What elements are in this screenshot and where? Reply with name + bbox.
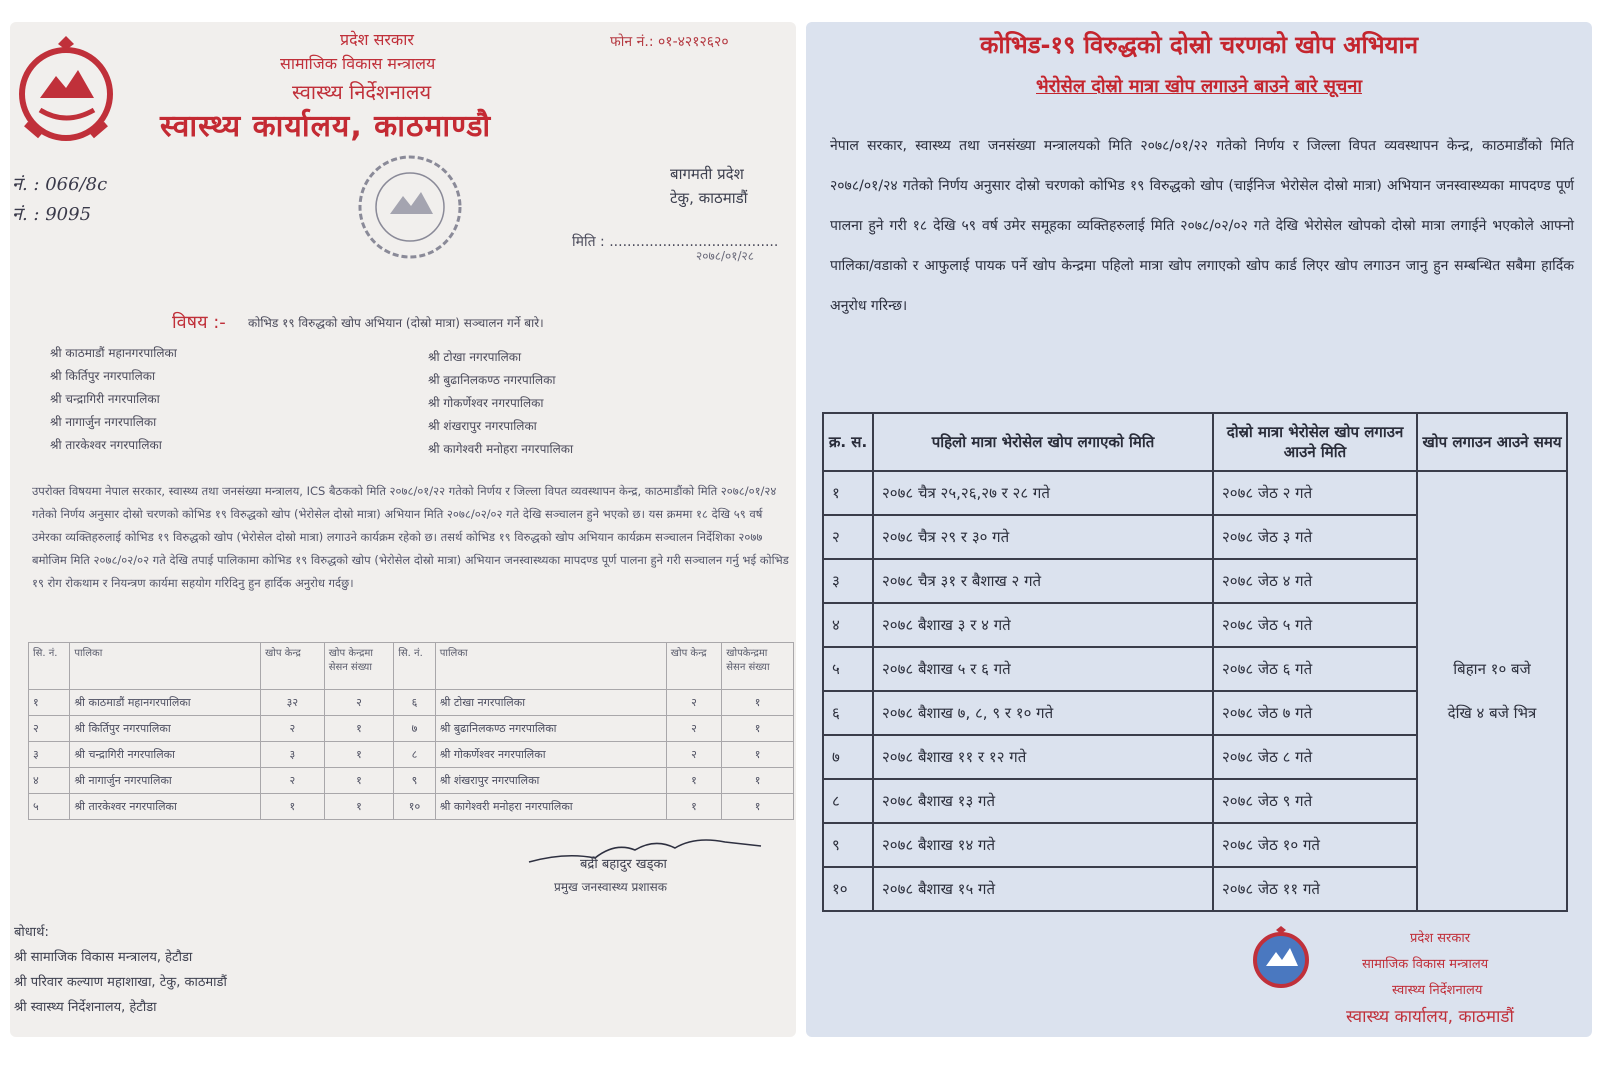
cc-line: बोधार्थ:	[14, 925, 49, 940]
cell: २०७८ जेठ १० गते	[1213, 823, 1417, 867]
notice-subtitle: भेरोसेल दोस्रो मात्रा खोप लगाउने बाउने बारे सूचना	[1036, 76, 1362, 97]
cell: ८	[823, 779, 873, 823]
letter-body: उपरोक्त विषयमा नेपाल सरकार, स्वास्थ्य तथा जनसंख्या मन्त्रालय, ICS बैठकको मिति २०७८/०१/२२ गतेको निर्णय र जिल्ला विपत व्यवस्थापन केन्द्र, काठमाडौंको मिति २०७८/०१/२४ गतेको निर्णय अनुसार दोस्रो चरणको कोभिड १९ विरुद्धको खोप (भेरोसेल दोस्रो मात्रा) अभियान मिति २०७८/०२/०२ गते देखि सञ्चालन हुने भएको छ। यस क्रममा १८ देखि ५९ वर्ष उमेरका व्यक्तिहरुलाई कोभिड १९ विरुद्धको खोप (भेरोसेल दोस्रो मात्रा) लगाउने कार्यक्रम रहेको छ। तसर्थ कोभिड १९ विरुद्धको खोप अभियान कार्यक्रम सञ्चालन निर्देशिका २०७७ बमोजिम मिति २०७८/०२/०२ गते देखि तपाई पालिकामा कोभिड १९ विरुद्धको खोप (भेरोसेल दोस्रो मात्रा) अभियान जनस्वास्थ्यका मापदण्ड पूर्ण पालना हुने गरी सञ्चालन गर्नु भई कोभिड १९ रोग रोकथाम र नियन्त्रण कार्यमा सहयोग गरिदिनु हुन हार्दिक अनुरोध गर्दछु।	[32, 484, 789, 590]
cell: २०७८ जेठ ५ गते	[1213, 603, 1417, 647]
column-header: सि. नं.	[29, 643, 70, 690]
cell: श्री बुढानिलकण्ठ नगरपालिका	[435, 716, 666, 742]
cell: ३	[823, 559, 873, 603]
cell: श्री तारकेश्वर नगरपालिका	[70, 794, 261, 820]
address-line-2: टेकु, काठमाडौं	[670, 189, 748, 207]
cell: ५	[823, 647, 873, 691]
cell: २०७८ बैशाख ११ र १२ गते	[873, 735, 1213, 779]
header-line-3: स्वास्थ्य निर्देशनालय	[292, 80, 432, 104]
office-name: स्वास्थ्य कार्यालय, काठमाण्डौ	[160, 109, 492, 144]
cell: १	[722, 690, 794, 716]
date-label: मिति : ......................................	[572, 234, 779, 250]
recipient: श्री बुढानिलकण्ठ नगरपालिका	[428, 373, 556, 387]
recipient: श्री नागार्जुन नगरपालिका	[50, 415, 157, 429]
cell: २	[666, 742, 722, 768]
cell: १	[722, 716, 794, 742]
footer-line-2: सामाजिक विकास मन्त्रालय	[1362, 957, 1489, 972]
footer-line-4: स्वास्थ्य कार्यालय, काठमाडौं	[1346, 1007, 1514, 1027]
table-header-row	[29, 643, 794, 690]
cell: ७	[394, 716, 435, 742]
recipient: श्री चन्द्रागिरी नगरपालिका	[50, 392, 160, 406]
recipients-right	[428, 348, 573, 463]
footer-line-3: स्वास्थ्य निर्देशनालय	[1392, 983, 1483, 998]
dispatch-number: नं. : 9095	[12, 204, 92, 225]
cell: २०७८ बैशाख ५ र ६ गते	[873, 647, 1213, 691]
cell: २०७८ बैशाख १४ गते	[873, 823, 1213, 867]
signer-title: प्रमुख जनस्वास्थ्य प्रशासक	[554, 880, 667, 894]
cell: २	[261, 716, 325, 742]
reference-number: नं. : 066/8c	[12, 174, 108, 195]
cell: २०७८ बैशाख १३ गते	[873, 779, 1213, 823]
subject-text: कोभिड १९ विरुद्धको खोप अभियान (दोस्रो मात्रा) सञ्चालन गर्ने बारे।	[248, 316, 544, 330]
cc-line: श्री परिवार कल्याण महाशाखा, टेकु, काठमाडौं	[14, 975, 227, 990]
cell: ३	[261, 742, 325, 768]
copy-to-list	[14, 920, 227, 1020]
cell: २	[666, 690, 722, 716]
cc-line: श्री सामाजिक विकास मन्त्रालय, हेटौडा	[14, 950, 193, 965]
table-header-row	[823, 413, 1567, 471]
cell: श्री नागार्जुन नगरपालिका	[70, 768, 261, 794]
cell: १	[722, 742, 794, 768]
cc-line: श्री स्वास्थ्य निर्देशनालय, हेटौडा	[14, 1000, 157, 1015]
cell: २०७८ बैशाख १५ गते	[873, 867, 1213, 911]
table-row	[29, 794, 794, 820]
column-header: पालिका	[70, 643, 261, 690]
cell: श्री गोकर्णेश्वर नगरपालिका	[435, 742, 666, 768]
recipient: श्री तारकेश्वर नगरपालिका	[50, 438, 162, 452]
cell: २	[666, 716, 722, 742]
recipient: श्री गोकर्णेश्वर नगरपालिका	[428, 396, 544, 410]
column-header: क्र. स.	[823, 413, 873, 471]
cell: २०७८ जेठ ११ गते	[1213, 867, 1417, 911]
cell: २	[29, 716, 70, 742]
signer-name: बद्री बहादुर खड्का	[580, 857, 667, 872]
time-line: बिहान १० बजे	[1453, 660, 1531, 678]
footer-line-1: प्रदेश सरकार	[1410, 931, 1471, 946]
cell: श्री टोखा नगरपालिका	[435, 690, 666, 716]
cell: २०७८ जेठ ९ गते	[1213, 779, 1417, 823]
column-header: पहिलो मात्रा भेरोसेल खोप लगाएको मिति	[873, 413, 1213, 471]
vaccination-schedule-table	[822, 412, 1568, 912]
cell: १	[324, 742, 394, 768]
cell: ४	[29, 768, 70, 794]
cell: १	[722, 768, 794, 794]
cell: १	[324, 768, 394, 794]
address-line-1: बागमती प्रदेश	[670, 165, 744, 183]
cell: २०७८ जेठ ६ गते	[1213, 647, 1417, 691]
table-row	[29, 716, 794, 742]
column-header: पालिका	[435, 643, 666, 690]
cell: श्री शंखरापुर नगरपालिका	[435, 768, 666, 794]
cell: २०७८ बैशाख ३ र ४ गते	[873, 603, 1213, 647]
notice-title: कोभिड-१९ विरुद्धको दोस्रो चरणको खोप अभियान	[979, 31, 1419, 59]
table-row	[29, 690, 794, 716]
recipient: श्री काठमाडौं महानगरपालिका	[50, 346, 177, 360]
cell: श्री कागेश्वरी मनोहरा नगरपालिका	[435, 794, 666, 820]
cell: १	[666, 768, 722, 794]
subject-label: विषय :-	[172, 312, 226, 333]
cell: २०७८ जेठ ४ गते	[1213, 559, 1417, 603]
cell: ७	[823, 735, 873, 779]
column-header: दोस्रो मात्रा भेरोसेल खोप लगाउन आउने मिति	[1213, 413, 1417, 471]
cell: श्री काठमाडौं महानगरपालिका	[70, 690, 261, 716]
table-row	[823, 471, 1567, 515]
cell: १	[324, 794, 394, 820]
column-header: खोपकेन्द्रमा सेसन संख्या	[722, 643, 794, 690]
cell: ६	[394, 690, 435, 716]
cell: १०	[394, 794, 435, 820]
cell: ६	[823, 691, 873, 735]
date-value: २०७८/०१/२८	[696, 249, 755, 263]
cell: २०७८ जेठ ३ गते	[1213, 515, 1417, 559]
time-line: देखि ४ बजे भित्र	[1447, 704, 1537, 722]
cell: १०	[823, 867, 873, 911]
cell: ४	[823, 603, 873, 647]
cell: २	[324, 690, 394, 716]
public-notice	[806, 22, 1592, 1037]
recipient: श्री टोखा नगरपालिका	[428, 350, 522, 364]
cell: श्री किर्तिपुर नगरपालिका	[70, 716, 261, 742]
column-header: खोप केन्द्र	[666, 643, 722, 690]
recipient: श्री किर्तिपुर नगरपालिका	[50, 369, 156, 383]
recipient: श्री शंखरापुर नगरपालिका	[428, 419, 537, 433]
phone-number: फोन नं.: ०१-४२१२६२०	[610, 34, 729, 50]
column-header: खोप केन्द्र	[261, 643, 325, 690]
cell: १	[823, 471, 873, 515]
cell: १	[324, 716, 394, 742]
cell: श्री चन्द्रागिरी नगरपालिका	[70, 742, 261, 768]
cell: ८	[394, 742, 435, 768]
recipient: श्री कागेश्वरी मनोहरा नगरपालिका	[428, 442, 574, 456]
cell: २०७८ चैत्र २९ र ३० गते	[873, 515, 1213, 559]
cell: १	[666, 794, 722, 820]
cell: २०७८ जेठ ८ गते	[1213, 735, 1417, 779]
cell: २०७८ जेठ ७ गते	[1213, 691, 1417, 735]
cell: ३२	[261, 690, 325, 716]
cell: २०७८ बैशाख ७, ८, ९ र १० गते	[873, 691, 1213, 735]
cell: ३	[29, 742, 70, 768]
government-emblem-icon	[10, 36, 122, 144]
cell: २	[261, 768, 325, 794]
cell: १	[722, 794, 794, 820]
cell: ९	[394, 768, 435, 794]
table-row	[29, 768, 794, 794]
cell: २	[823, 515, 873, 559]
header-line-2: सामाजिक विकास मन्त्रालय	[280, 54, 436, 73]
cell: १	[261, 794, 325, 820]
notice-body: नेपाल सरकार, स्वास्थ्य तथा जनसंख्या मन्त्रालयको मिति २०७८/०१/२२ गतेको निर्णय र जिल्ला विपत व्यवस्थापन केन्द्र, काठमाडौंको मिति २०७८/०१/२४ गतेको निर्णय अनुसार दोस्रो चरणको कोभिड १९ विरुद्धको खोप (चाईनिज भेरोसेल दोस्रो मात्रा) अभियान जनस्वास्थ्यका मापदण्ड पूर्ण पालना हुने गरी १८ देखि ५९ वर्ष उमेर समूहका व्यक्तिहरुलाई मिति २०७८/०२/०२ गते देखि भेरोसेल खोपको दोस्रो मात्रा लगाईने भएकोले आफ्नो पालिका/वडाको र आफुलाई पायक पर्ने खोप केन्द्रमा पहिलो मात्रा खोप लगाएको खोप कार्ड लिएर खोप लगाउन जानु हुन सम्बन्धित सबैमा हार्दिक अनुरोध गरिन्छ।	[830, 138, 1574, 314]
column-header: सि. नं.	[394, 643, 435, 690]
cell: १	[29, 690, 70, 716]
cell: ९	[823, 823, 873, 867]
allocation-table	[28, 642, 794, 820]
column-header: खोप केन्द्रमा सेसन संख्या	[324, 643, 394, 690]
government-emblem-icon	[1246, 926, 1316, 990]
table-row	[29, 742, 794, 768]
cell: ५	[29, 794, 70, 820]
header-line-1: प्रदेश सरकार	[340, 30, 414, 49]
cell: २०७८ चैत्र ३१ र बैशाख २ गते	[873, 559, 1213, 603]
vaccination-time-cell	[1417, 471, 1567, 911]
office-stamp-icon	[335, 152, 485, 272]
cell: २०७८ चैत्र २५,२६,२७ र २८ गते	[873, 471, 1213, 515]
cell: २०७८ जेठ २ गते	[1213, 471, 1417, 515]
column-header: खोप लगाउन आउने समय	[1417, 413, 1567, 471]
recipients-left	[50, 344, 177, 459]
official-letter	[10, 22, 796, 1037]
